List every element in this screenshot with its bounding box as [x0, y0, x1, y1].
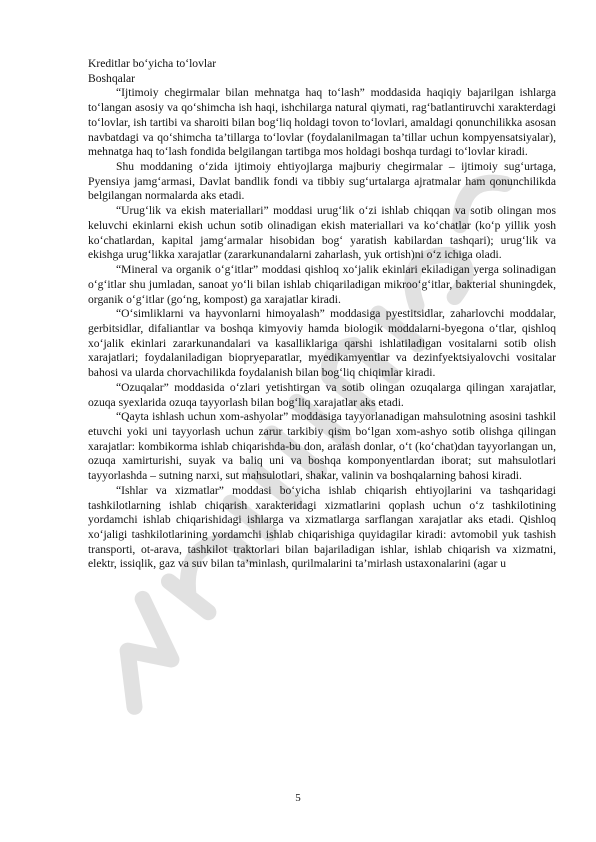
paragraph-2: Shu moddaning o‘zida ijtimoiy ehtiyojlarga majburiy chegirmalar – ijtimoiy sug‘urtaga, Pyensiya jamg‘armasi, Davlat bandlik fondi va tibbiy sug‘urtalarga ajratmalar ham qonunchilikda belgilangan normalarda aks etadi.: [88, 160, 556, 203]
paragraph-3: “Urug‘lik va ekish materiallari” moddasi urug‘lik o‘zi ishlab chiqqan va sotib olingan mos keluvchi ekinlarni ekish uchun sotib olinadigan ekish materiallari va ko‘chatlar (ko‘p yillik yosh ko‘chatlardan, kapital jamg‘armalar hisobidan bog‘ yaratish kabilardan tashqari); urug‘lik va ekishga urug‘likka xarajatlar (zararkunandalarni zaharlash, yuk ortish)ni o‘z ichiga oladi.: [88, 204, 556, 262]
page-number: 5: [295, 792, 301, 804]
paragraph-8: “Ishlar va xizmatlar” moddasi bo‘yicha ishlab chiqarish ehtiyojlarini va tashqaridagi tashkilotlarning ishlab chiqarish xarakteridagi xizmatlarini qoplash uchun o‘z tashkilotining yordamchi ishlab chiqarishidagi ishlarga va xizmatlarga sarflangan xarajatlar aks etadi. Qishloq xo‘jaligi tashkilotlarining yordamchi ishlab chiqarishiga quyidagilar kiradi: avtomobil yuk tashish transporti, ot-arava, tashkilot traktorlari bilan bajariladigan ishlar, ishlab chiqarish va xizmatni, elektr, issiqlik, gaz va suv bilan ta’minlash, qurilmalarini ta’mirlash ustaxonalarini (agar u: [88, 483, 556, 571]
paragraph-6: “Ozuqalar” moddasida o‘zlari yetishtirgan va sotib olingan ozuqalarga qilingan xarajatlar, ozuqa syexlarida ozuqa tayyorlash bilan bog‘liq xarajatlar aks etadi.: [88, 380, 556, 409]
paragraph-4: “Mineral va organik o‘g‘itlar” moddasi qishloq xo‘jalik ekinlari ekiladigan yerga solinadigan o‘g‘itlar shu jumladan, sanoat yo‘li bilan ishlab chiqariladigan mikroo‘g‘itlar, bakterial shuningdek, organik o‘g‘itlar (go‘ng, kompost) ga xarajatlar kiradi.: [88, 263, 556, 306]
heading-line-1: Kreditlar bo‘yicha to‘lovlar: [88, 57, 217, 70]
watermark-stroke-1: [87, 599, 190, 707]
paragraph-1: “Ijtimoiy chegirmalar bilan mehnatga haq to‘lash” moddasida haqiqiy bajarilgan ishlarga to‘langan asosiy va qo‘shimcha ish haqi, ishchilarga natural qiymati, rag‘batlantiruvchi xarakterdagi to‘lovlar, ish tartibi va sharoiti bilan bog‘liq holdagi tovon to‘lovlari, amaldagi qonunchilikka asosan navbatdagi va qo‘shimcha ta’tillarga to‘lovlar (foydalanilmagan ta’tillar uchun kompyensatsiyalar), mehnatga haq to‘lash fondida belgilangan tartibga mos holdagi boshqa turdagi to‘lovlar kiradi.: [88, 86, 556, 159]
paragraph-7: “Qayta ishlash uchun xom-ashyolar” moddasiga tayyorlanadigan mahsulotning asosini tashkil etuvchi yoki uni tayyorlash uchun zarur tarkibiy qism bo‘lgan xom-ashyo sotib olishga qilingan xarajatlar: kombikorma ishlab chiqarishda-bu don, aralash donlar, o‘t (ko‘chat)dan tayyorlangan un, ozuqa xamirturishi, suyak va baliq uni va boshqa komponyentlardan iborat; sut mahsulotlari tayyorlashda – sutning narxi, sut mahsulotlari, shakar, valinin va boshqalarning bahosi kiradi.: [88, 410, 556, 483]
paragraph-5: “O‘simliklarni va hayvonlarni himoyalash” moddasiga pyestitsidlar, zaharlovchi moddalar, gerbitsidlar, difaliantlar va boshqa kimyoviy hamda biologik moddalarni-byegona o‘tlar, qishloq xo‘jalik ekinlari zararkunandalari va kasalliklariga qarshi ishlatiladigan vositalarni sotib olish xarajatlari; foydalaniladigan biopryeparatlar, myedikamyentlar va dezinfyektsiyalovchi vositalar bahosi va ularda chorvachilikda foydalanish bilan bog‘liq chiqimlar kiradi.: [88, 307, 556, 380]
document-body: [88, 57, 556, 572]
heading-line-2: Boshqalar: [88, 71, 136, 85]
